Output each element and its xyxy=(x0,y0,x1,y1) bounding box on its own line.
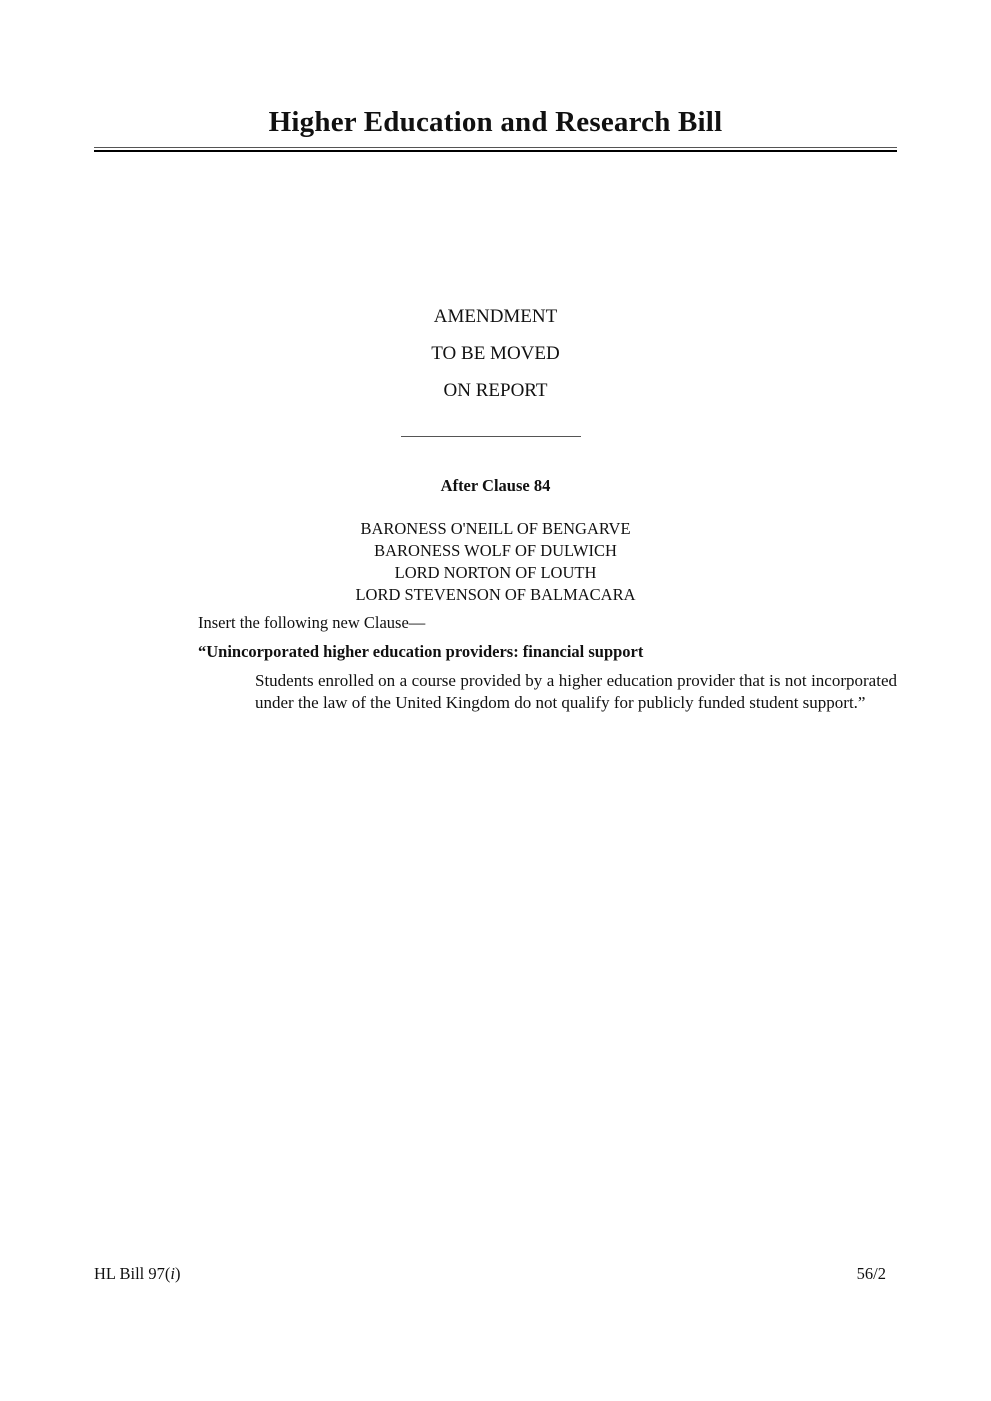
new-clause-heading: “Unincorporated higher education providers: financial support xyxy=(198,642,644,661)
clause-location: After Clause 84 xyxy=(440,476,551,495)
stage-line-amendment: AMENDMENT xyxy=(433,306,558,327)
page-title: Higher Education and Research Bill xyxy=(268,106,723,138)
section-divider xyxy=(401,436,581,437)
bill-reference xyxy=(94,1264,180,1284)
bill-ref-italic: i xyxy=(170,1264,175,1283)
bill-ref-suffix: ) xyxy=(174,1264,181,1283)
title-rule-thick xyxy=(94,150,897,152)
stage-line-on-report: ON REPORT xyxy=(443,380,548,401)
page-reference: 56/2 xyxy=(856,1264,886,1283)
sponsors-list xyxy=(0,518,991,606)
sponsor-name: BARONESS WOLF OF DULWICH xyxy=(374,541,617,560)
sponsor-name: BARONESS O'NEILL OF BENGARVE xyxy=(360,519,631,538)
amendment-instruction: Insert the following new Clause— xyxy=(198,613,426,632)
new-clause-body: Students enrolled on a course provided by a higher education provider that is not incorporated under the law of the United Kingdom do not qualify for publicly funded student support.” xyxy=(255,671,897,712)
sponsor-name: LORD STEVENSON OF BALMACARA xyxy=(355,585,636,604)
title-rule-thin xyxy=(94,147,897,148)
bill-ref-prefix: HL Bill 97( xyxy=(94,1264,171,1283)
sponsor-name: LORD NORTON OF LOUTH xyxy=(394,563,597,582)
stage-line-to-be-moved: TO BE MOVED xyxy=(431,343,560,364)
